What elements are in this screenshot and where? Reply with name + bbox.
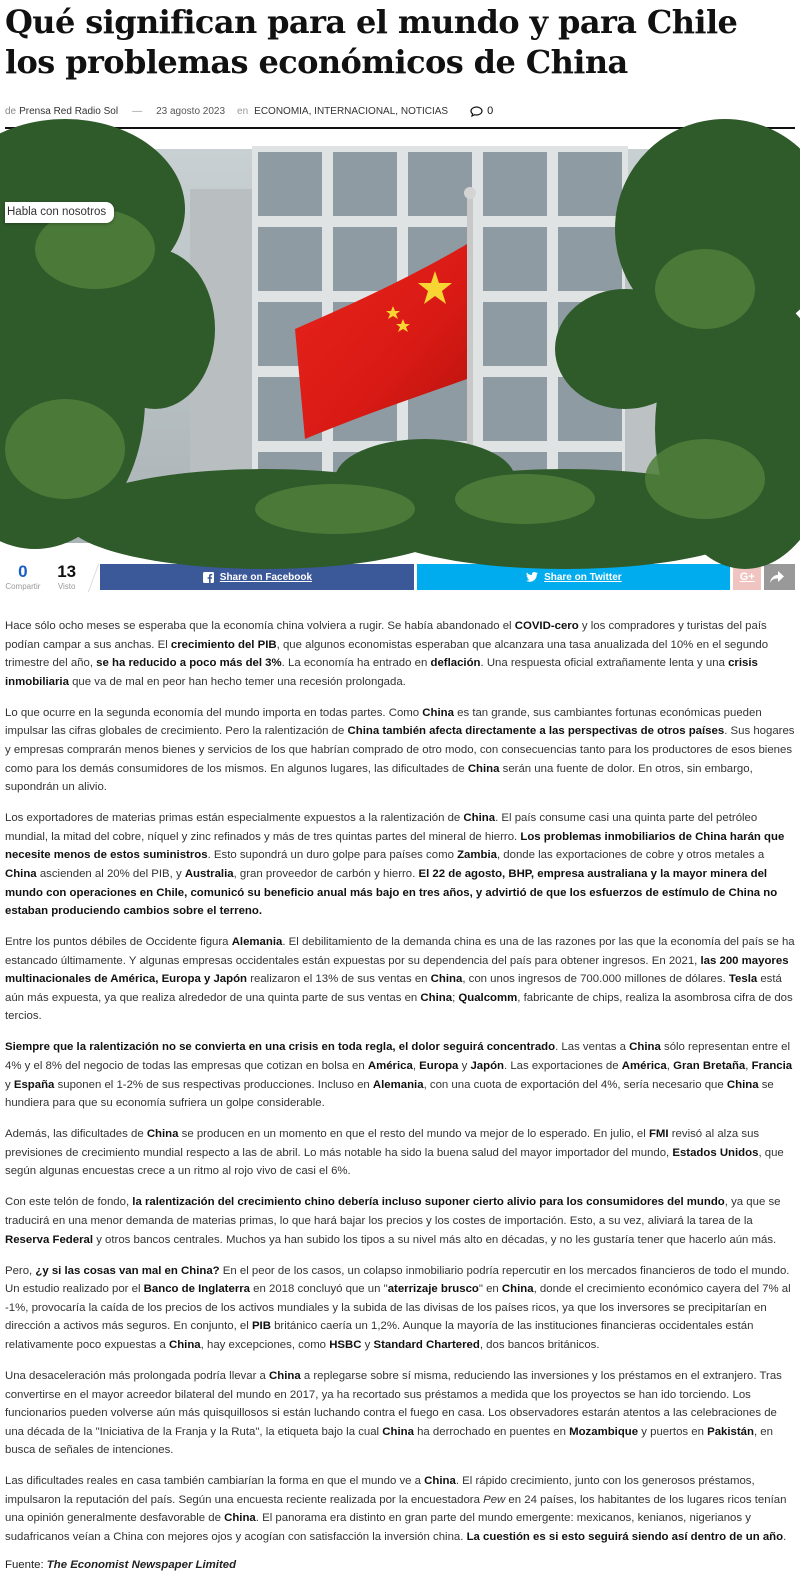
- views-stat: [49, 563, 85, 591]
- bold-text: China: [224, 1512, 256, 1525]
- bold-text: China: [463, 812, 496, 825]
- paragraph-text: a replegarse sobre sí misma, reduciendo las inversiones y los préstamos en el extranjero. Tras convertirse en el mayor acreedor bilateral del mundo en 2017, ya ha recortado sus préstamos a medida que los proyectos se han ido torciendo. Los funcionarios pueden volverse aún más quisquillosos si están luchando contra el fuego en casa. Los observadores estarán atentos a las celebraciones de una década de la "Iniciativa de la Franja y la Ruta", la etiqueta bajo la cual: [5, 1369, 782, 1438]
- bold-text: La cuestión es si esto seguirá siendo así dentro de un año: [466, 1531, 784, 1544]
- paragraph-text: " en: [478, 1283, 502, 1296]
- comment-icon: [470, 106, 483, 117]
- paragraph-text: Con este telón de fondo,: [5, 1196, 133, 1209]
- bold-text: PIB: [251, 1320, 271, 1333]
- paragraph-text: serán una fuente de dolor. En otros, sin embargo, supondrán un alivio.: [5, 762, 753, 794]
- paragraph-text: .: [783, 1531, 787, 1544]
- bold-text: España: [13, 1078, 55, 1091]
- bold-text: China: [269, 1369, 301, 1382]
- bold-text: Los problemas inmobiliarios de China harán que necesite menos de estos suministros: [5, 830, 785, 862]
- share-bar: [5, 563, 795, 591]
- bold-text: China: [422, 706, 454, 719]
- category-prefix: en: [237, 105, 249, 117]
- bold-text: Siempre que la ralentización no se convierta en una crisis en toda regla, el dolor seguirá concentrado: [5, 1041, 556, 1054]
- author-link[interactable]: Prensa Red Radio Sol: [19, 105, 119, 117]
- paragraph-text: y los compradores y turistas del país podían campar a sus anchas. El: [5, 620, 767, 651]
- paragraph-text: , fabricante de chips, realiza la asombrosa cifra de dos tercios.: [5, 991, 793, 1023]
- paragraph-text: en 24 países, los habitantes de los lugares ricos tenían una opinión generalmente desfavorable de: [5, 1493, 787, 1525]
- bold-text: China: [629, 1041, 661, 1054]
- googleplus-icon: G+: [739, 571, 755, 583]
- bold-text: Pakistán: [707, 1425, 754, 1438]
- bold-text: Banco de Inglaterra: [143, 1283, 251, 1296]
- paragraph-text: . El panorama era distinto en gran parte del mundo emergente: mexicanos, kenianos, nigerianos y sudafricanos veían a China con mejores ojos y acogían con satisfacción la inversión china.: [5, 1512, 751, 1544]
- bold-text: Francia: [751, 1060, 793, 1073]
- source-prefix: Fuente:: [5, 1559, 47, 1571]
- paragraph-text: Además, las dificultades de: [5, 1128, 147, 1141]
- article-meta: [5, 100, 795, 122]
- paragraph-text: . Esto supondrá un duro golpe para países como: [207, 849, 458, 862]
- bold-text: China: [5, 867, 37, 880]
- paragraph-text: . Las exportaciones de: [503, 1060, 622, 1073]
- views-count: 13: [57, 562, 77, 581]
- article-paragraph: [5, 1472, 795, 1546]
- featured-image: [5, 149, 795, 543]
- article-paragraph: [5, 1038, 795, 1112]
- paragraph-text: , donde las exportaciones de cobre y otros metales a: [496, 849, 765, 862]
- paragraph-text: , con una cuota de exportación del 4%, sería necesario que: [423, 1078, 727, 1091]
- paragraph-text: Las dificultades reales en casa también cambiarían la forma en que el mundo ve a: [5, 1475, 425, 1488]
- paragraph-text: que va de mal en peor han hecho temer una recesión prolongada.: [68, 675, 406, 688]
- bold-text: COVID-cero: [514, 620, 579, 632]
- paragraph-text: ;: [452, 991, 459, 1004]
- paragraph-text: . La economía ha entrado en: [281, 657, 431, 670]
- paragraph-text: , ya que se traducirá en una menor demanda de materias primas, lo que hará bajar los precios y los costes de importación. Esto, a su vez, aliviará la tarea de la: [5, 1196, 781, 1227]
- bold-text: América: [621, 1060, 667, 1073]
- paragraph-text: y: [5, 1078, 14, 1091]
- bold-text: Alemania: [372, 1078, 424, 1091]
- bold-text: Reserva Federal: [5, 1233, 94, 1246]
- bold-text: se ha reducido a poco más del 3%: [96, 657, 282, 670]
- bold-text: Alemania: [231, 936, 283, 949]
- bold-text: deflación: [430, 657, 481, 670]
- bold-text: China: [467, 762, 500, 775]
- bold-text: Tesla: [728, 973, 758, 986]
- article-paragraph: [5, 704, 795, 797]
- paragraph-text: Los exportadores de materias primas están especialmente expuestos a la ralentización de: [5, 812, 464, 825]
- china-flag-photo: [5, 149, 795, 543]
- paragraph-text: , hay excepciones, como: [200, 1338, 330, 1351]
- paragraph-text: . Las ventas a: [555, 1041, 630, 1054]
- paragraph-text: se hundiera para que su economía sufriera un golpe considerable.: [5, 1078, 774, 1110]
- paragraph-text: sólo representan entre el 4% y el 8% del negocio de todas las empresas que cotizan en bolsa en: [5, 1041, 791, 1073]
- bold-text: crecimiento del PIB: [170, 638, 277, 651]
- paragraph-text: , dos bancos británicos.: [479, 1338, 600, 1351]
- paragraph-text: , gran proveedor de carbón y hierro.: [233, 867, 419, 880]
- chat-widget-pill[interactable]: Habla con nosotros: [5, 202, 114, 223]
- meta-separator: —: [132, 105, 143, 117]
- italic-text: Pew: [483, 1493, 506, 1506]
- views-label: Visto: [57, 582, 76, 591]
- bold-text: China: [420, 991, 453, 1004]
- paragraph-text: Lo que ocurre en la segunda economía del mundo importa en todas partes. Como: [5, 706, 423, 719]
- title-divider: [5, 127, 795, 129]
- bold-text: Gran Bretaña: [673, 1060, 746, 1073]
- bold-text: China también afecta directamente a las perspectivas de otros países: [347, 725, 725, 738]
- paragraph-text: ha derrochado en puentes en: [413, 1425, 570, 1438]
- bold-text: Estados Unidos: [672, 1146, 759, 1159]
- paragraph-text: suponen el 1-2% de sus respectivas producciones. Incluso en: [54, 1078, 373, 1091]
- paragraph-text: en 2018 concluyó que un ": [250, 1283, 388, 1296]
- paragraph-text: Entre los puntos débiles de Occidente figura: [5, 936, 232, 949]
- share-arrow-icon: [770, 571, 784, 583]
- paragraph-text: Hace sólo ocho meses se esperaba que la economía china volviera a rugir. Se había abandonado el: [5, 620, 515, 632]
- shares-stat: [5, 563, 41, 591]
- article-paragraph: [5, 1125, 795, 1181]
- article-paragraph: [5, 617, 795, 691]
- author-prefix: de: [5, 105, 17, 117]
- paragraph-text: y otros bancos centrales. Muchos ya han subido los tipos a su nivel más alto en décadas, y no les gustaría tener que hacerlo aún más.: [93, 1233, 777, 1246]
- bold-text: El 22 de agosto, BHP, empresa australiana y la mayor minera del mundo con operaciones en Chile, comunicó su beneficio anual más bajo en tres años, y advirtió de que los esfuerzos de estímulo de China no estaban produciendo cambios sobre el terreno.: [5, 867, 778, 918]
- paragraph-text: . El rápido crecimiento, junto con los generosos préstamos, impulsaron la reputación del país. Según una encuesta reciente realizada por la encuestadora: [5, 1475, 755, 1506]
- paragraph-text: . El país consume casi una quinta parte del petróleo mundial, la mitad del cobre, níquel y zinc refinados y más de tres quintas partes del mineral de hierro.: [5, 812, 758, 843]
- paragraph-text: ascienden al 20% del PIB, y: [36, 867, 185, 880]
- bold-text: Standard Chartered: [373, 1338, 480, 1351]
- comments-link[interactable]: [470, 105, 493, 117]
- paragraph-text: , en busca de señales de intenciones.: [5, 1425, 773, 1457]
- bold-text: China: [424, 1475, 456, 1488]
- bold-text: Qualcomm: [458, 991, 518, 1004]
- paragraph-text: , que algunos economistas esperaban que alcanzara una tasa anualizada del 10% en el segundo trimestre del año,: [5, 638, 769, 670]
- article-paragraph: [5, 809, 795, 921]
- bold-text: China: [501, 1283, 534, 1296]
- share-divider: [85, 563, 101, 591]
- paragraph-text: Una desaceleración más prolongada podría llevar a: [5, 1369, 270, 1382]
- facebook-icon: [203, 572, 214, 583]
- paragraph-text: . El debilitamiento de la demanda china es una de las razones por las que la economía del país se ha estancado últimamente. Y algunas empresas occidentales están expuestas por su dependencia del país para obtener ingresos. En 2021,: [5, 936, 795, 967]
- bold-text: América: [367, 1060, 413, 1073]
- bold-text: Europa: [419, 1060, 459, 1073]
- bold-text: ¿y si las cosas van mal en China?: [35, 1264, 220, 1277]
- source-name: The Economist Newspaper Limited: [46, 1559, 237, 1571]
- article-body: [5, 617, 795, 1547]
- paragraph-text: En el peor de los casos, un colapso inmobiliario podría repercutir en los mercados financieros de todo el mundo. Un estudio realizado por el: [5, 1264, 790, 1296]
- paragraph-text: se producen en un momento en que el resto del mundo va mejor de lo esperado. En julio, el: [178, 1128, 649, 1141]
- post-date: 23 agosto 2023: [156, 105, 226, 117]
- shares-label: Compartir: [5, 582, 41, 591]
- paragraph-text: , donde el crecimiento económico cayera del 7% al -1%, provocaría la caída de los precios de los activos mundiales y la subida de las divisas de los países ricos, ya que los inversores se precipitarían en dirección a activos más seguros. En conjunto, el: [5, 1283, 791, 1333]
- paragraph-text: y: [458, 1060, 471, 1073]
- bold-text: las 200 mayores multinacionales de América, Europa y Japón: [5, 954, 789, 986]
- paragraph-text: . Una respuesta oficial extrañamente lenta y una: [480, 657, 729, 670]
- bold-text: la ralentización del crecimiento chino debería incluso suponer cierto alivio para los consumidores del mundo: [132, 1196, 725, 1209]
- shares-count: 0: [18, 562, 28, 581]
- paragraph-text: ,: [666, 1060, 674, 1073]
- share-more-button[interactable]: [764, 564, 795, 590]
- paragraph-text: británico caería un 1,2%. Aunque la mayoría de las instituciones financieras occidentales están relativamente poco expuestas a: [5, 1320, 754, 1351]
- paragraph-text: , que según algunas encuestas crece a un ritmo al rojo vivo de casi el 6%.: [5, 1146, 784, 1178]
- article-paragraph: [5, 933, 795, 1026]
- bold-text: Australia: [184, 867, 234, 880]
- article-paragraph: [5, 1193, 795, 1249]
- article-page: [5, 0, 795, 1571]
- paragraph-text: ,: [412, 1060, 420, 1073]
- paragraph-text: . Sus hogares y empresas comprarán menos bienes y servicios de los que habrían comprado de otro modo, con consecuencias tanto para los productores de esos bienes como para los demás consumidores de los mismos. En algunos lugares, las dificultades de: [5, 725, 795, 775]
- twitter-icon: [526, 572, 538, 582]
- bold-text: Japón: [470, 1060, 504, 1073]
- facebook-label: Share on Facebook: [219, 571, 313, 583]
- bold-text: aterrizaje brusco: [387, 1283, 479, 1296]
- article-source: [5, 1559, 795, 1571]
- paragraph-text: está aún más expuesta, ya que realiza alrededor de una quinta parte de sus ventas en: [5, 973, 782, 1004]
- category-links[interactable]: ECONOMIA, INTERNACIONAL, NOTICIAS: [254, 105, 449, 117]
- bold-text: China: [382, 1425, 414, 1438]
- bold-text: China: [146, 1128, 179, 1141]
- paragraph-text: revisó al alza sus previsiones de crecimiento mundial respecto a las de abril. Lo más notable ha sido la buena salud del mayor importador del mundo,: [5, 1128, 760, 1159]
- bold-text: China: [726, 1078, 759, 1091]
- bold-text: Mozambique: [569, 1425, 639, 1438]
- paragraph-text: ,: [745, 1060, 752, 1073]
- bold-text: FMI: [648, 1128, 669, 1141]
- twitter-label: Share on Twitter: [544, 571, 622, 583]
- bold-text: crisis inmobiliaria: [5, 657, 758, 688]
- bold-text: China: [169, 1338, 201, 1351]
- paragraph-text: Pero,: [5, 1264, 36, 1277]
- bold-text: Zambia: [457, 849, 497, 862]
- bold-text: China: [430, 973, 463, 986]
- paragraph-text: y puertos en: [638, 1425, 708, 1438]
- article-paragraph: [5, 1367, 795, 1460]
- paragraph-text: realizaron el 13% de sus ventas en: [247, 973, 431, 986]
- article-paragraph: [5, 1262, 795, 1355]
- article-title: Qué significan para el mundo y para Chile los problemas económicos de China: [5, 3, 738, 81]
- comment-count: 0: [487, 105, 494, 117]
- bold-text: HSBC: [329, 1338, 362, 1351]
- paragraph-text: es tan grande, sus cambiantes fortunas económicas pueden impulsar las cifras globales de crecimiento. Pero la ralentización de: [5, 706, 762, 738]
- paragraph-text: , con unos ingresos de 700.000 millones de dólares.: [462, 973, 729, 986]
- paragraph-text: y: [361, 1338, 374, 1351]
